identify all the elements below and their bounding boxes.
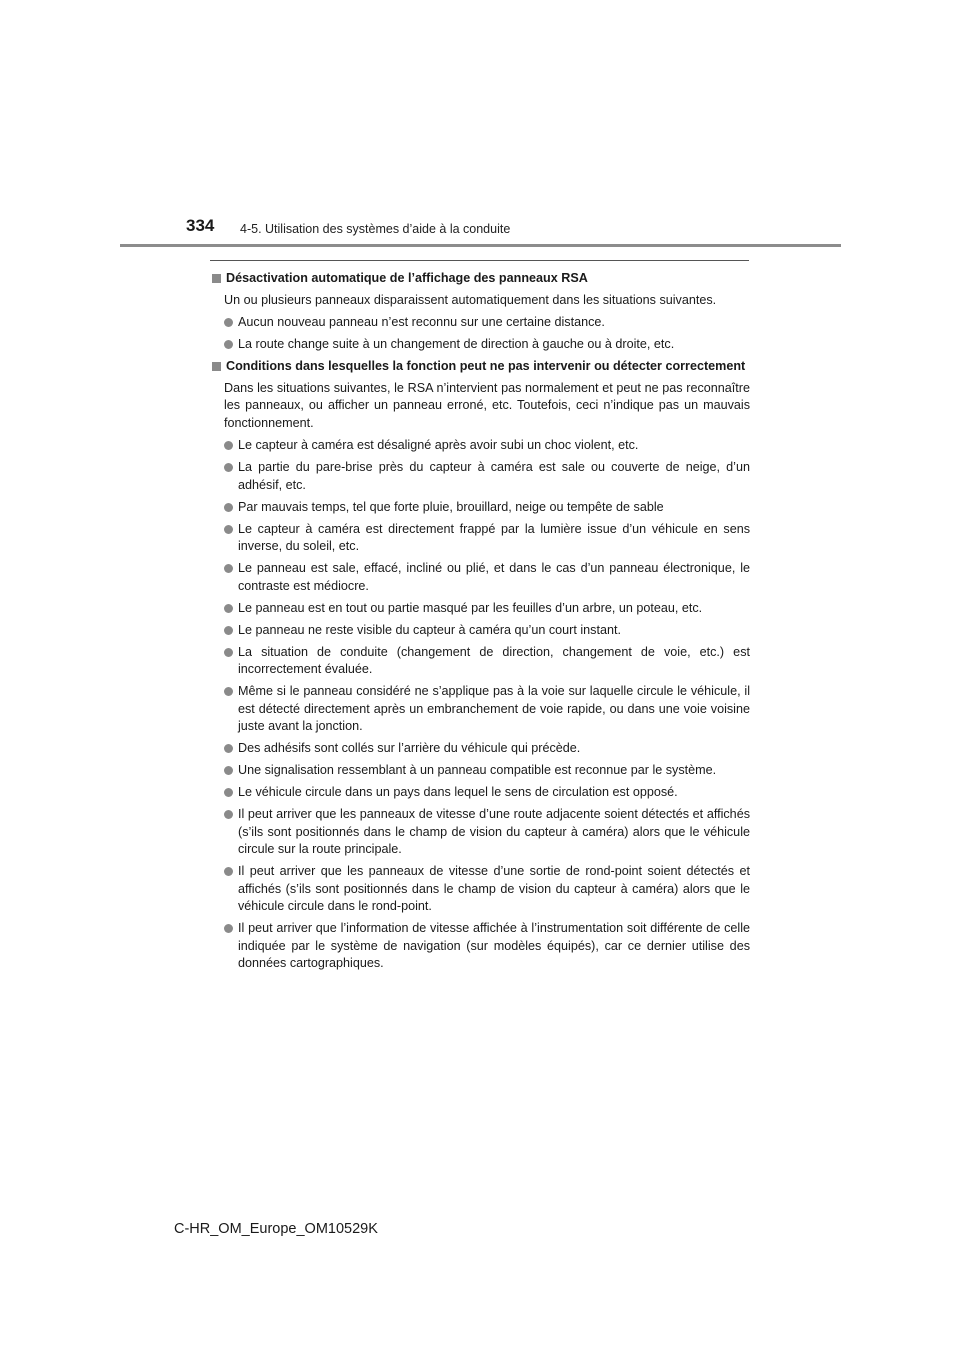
section-title: 4-5. Utilisation des systèmes d’aide à la conduite (240, 222, 511, 236)
list-item-text: Le panneau ne reste visible du capteur à caméra qu’un court instant. (238, 622, 621, 637)
section-heading (210, 270, 750, 288)
round-bullet-icon (224, 788, 233, 797)
list-item-text: Le panneau est en tout ou partie masqué par les feuilles d’un arbre, un poteau, etc. (238, 600, 703, 615)
section-heading-text: Conditions dans lesquelles la fonction peut ne pas intervenir ou détecter correctement (226, 359, 746, 373)
list-item-text: Des adhésifs sont collés sur l’arrière du véhicule qui précède. (238, 741, 581, 755)
round-bullet-icon (224, 648, 233, 657)
list-item-text: Il peut arriver que l’information de vitesse affichée à l’instrumentation soit différente de celle indiquée par le système de navigation (sur modèles équipés), car ce dernier utilise des données cartographiques. (238, 921, 750, 970)
list-item-text: Une signalisation ressemblant à un panneau compatible est reconnue par le système. (238, 763, 717, 777)
header-rule (120, 244, 841, 247)
round-bullet-icon (224, 441, 233, 450)
section-heading (210, 358, 750, 376)
list-item (210, 600, 750, 618)
round-bullet-icon (224, 810, 233, 819)
list-item-text: Le capteur à caméra est désaligné après avoir subi un choc violent, etc. (238, 438, 639, 452)
round-bullet-icon (224, 924, 233, 933)
round-bullet-icon (224, 318, 233, 327)
list-item (210, 521, 750, 556)
list-item (210, 644, 750, 679)
section-intro: Dans les situations suivantes, le RSA n’intervient pas normalement et peut ne pas reconnaître les panneaux, ou afficher un panneau erroné, etc. Toutefois, ceci n’indique pas un mauvais fonctionnement. (224, 380, 750, 430)
list-item (210, 806, 750, 859)
list-item (210, 459, 750, 494)
square-bullet-icon (212, 274, 221, 283)
list-item (210, 314, 750, 332)
bullet-list (210, 314, 750, 354)
list-item (210, 863, 750, 916)
list-item (210, 784, 750, 802)
round-bullet-icon (224, 867, 233, 876)
manual-content (210, 266, 750, 977)
list-item-text: Le panneau est sale, effacé, incliné ou plié, et dans le cas d’un panneau électronique, le contraste est médiocre. (238, 561, 750, 593)
list-item (210, 560, 750, 595)
document-code: C-HR_OM_Europe_OM10529K (174, 1221, 378, 1237)
list-item-text: La partie du pare-brise près du capteur à caméra est sale ou couverte de neige, d’un adhésif, etc. (238, 460, 750, 492)
round-bullet-icon (224, 503, 233, 512)
list-item-text: Par mauvais temps, tel que forte pluie, brouillard, neige ou tempête de sable (238, 499, 664, 514)
list-item-text: Le véhicule circule dans un pays dans lequel le sens de circulation est opposé. (238, 785, 678, 799)
round-bullet-icon (224, 626, 233, 635)
round-bullet-icon (224, 340, 233, 349)
page-number: 334 (186, 216, 215, 235)
list-item-text: Aucun nouveau panneau n’est reconnu sur une certaine distance. (238, 315, 605, 329)
list-item-text: Le capteur à caméra est directement frappé par la lumière issue d’un véhicule en sens inverse, du soleil, etc. (238, 521, 750, 553)
list-item-text: Il peut arriver que les panneaux de vitesse d’une route adjacente soient détectés et affichés (s’ils sont positionnés dans le champ de vision du capteur à caméra) alors que le véhicule circule sur la route principale. (238, 807, 750, 856)
list-item-text: Il peut arriver que les panneaux de vitesse d’une sortie de rond-point soient détectés et affichés (s’ils sont positionnés dans le champ de vision du capteur à caméra) alors que le véhicule circule dans le rond-point. (238, 864, 750, 913)
square-bullet-icon (212, 362, 221, 371)
list-item-text: La route change suite à un changement de direction à gauche ou à droite, etc. (238, 337, 675, 351)
round-bullet-icon (224, 604, 233, 613)
list-item (210, 622, 750, 640)
list-item (210, 437, 750, 455)
round-bullet-icon (224, 463, 233, 472)
list-item-text: La situation de conduite (changement de direction, changement de voie, etc.) est incorrectement évaluée. (238, 644, 750, 676)
round-bullet-icon (224, 744, 233, 753)
list-item (210, 336, 750, 354)
list-item (210, 499, 750, 517)
list-item (210, 920, 750, 973)
list-item (210, 740, 750, 758)
round-bullet-icon (224, 564, 233, 573)
section-intro: Un ou plusieurs panneaux disparaissent automatiquement dans les situations suivantes. (224, 292, 717, 307)
round-bullet-icon (224, 766, 233, 775)
list-item (210, 762, 750, 780)
list-item (210, 683, 750, 736)
bullet-list (210, 437, 750, 973)
content-rule (210, 260, 749, 261)
round-bullet-icon (224, 687, 233, 696)
list-item-text: Même si le panneau considéré ne s’applique pas à la voie sur laquelle circule le véhicule, il est détecté directement après un embranchement de voie rapide, ou dans une voie voisine juste avant la jonction. (238, 684, 750, 733)
section-heading-text: Désactivation automatique de l’affichage des panneaux RSA (226, 271, 588, 285)
round-bullet-icon (224, 525, 233, 534)
